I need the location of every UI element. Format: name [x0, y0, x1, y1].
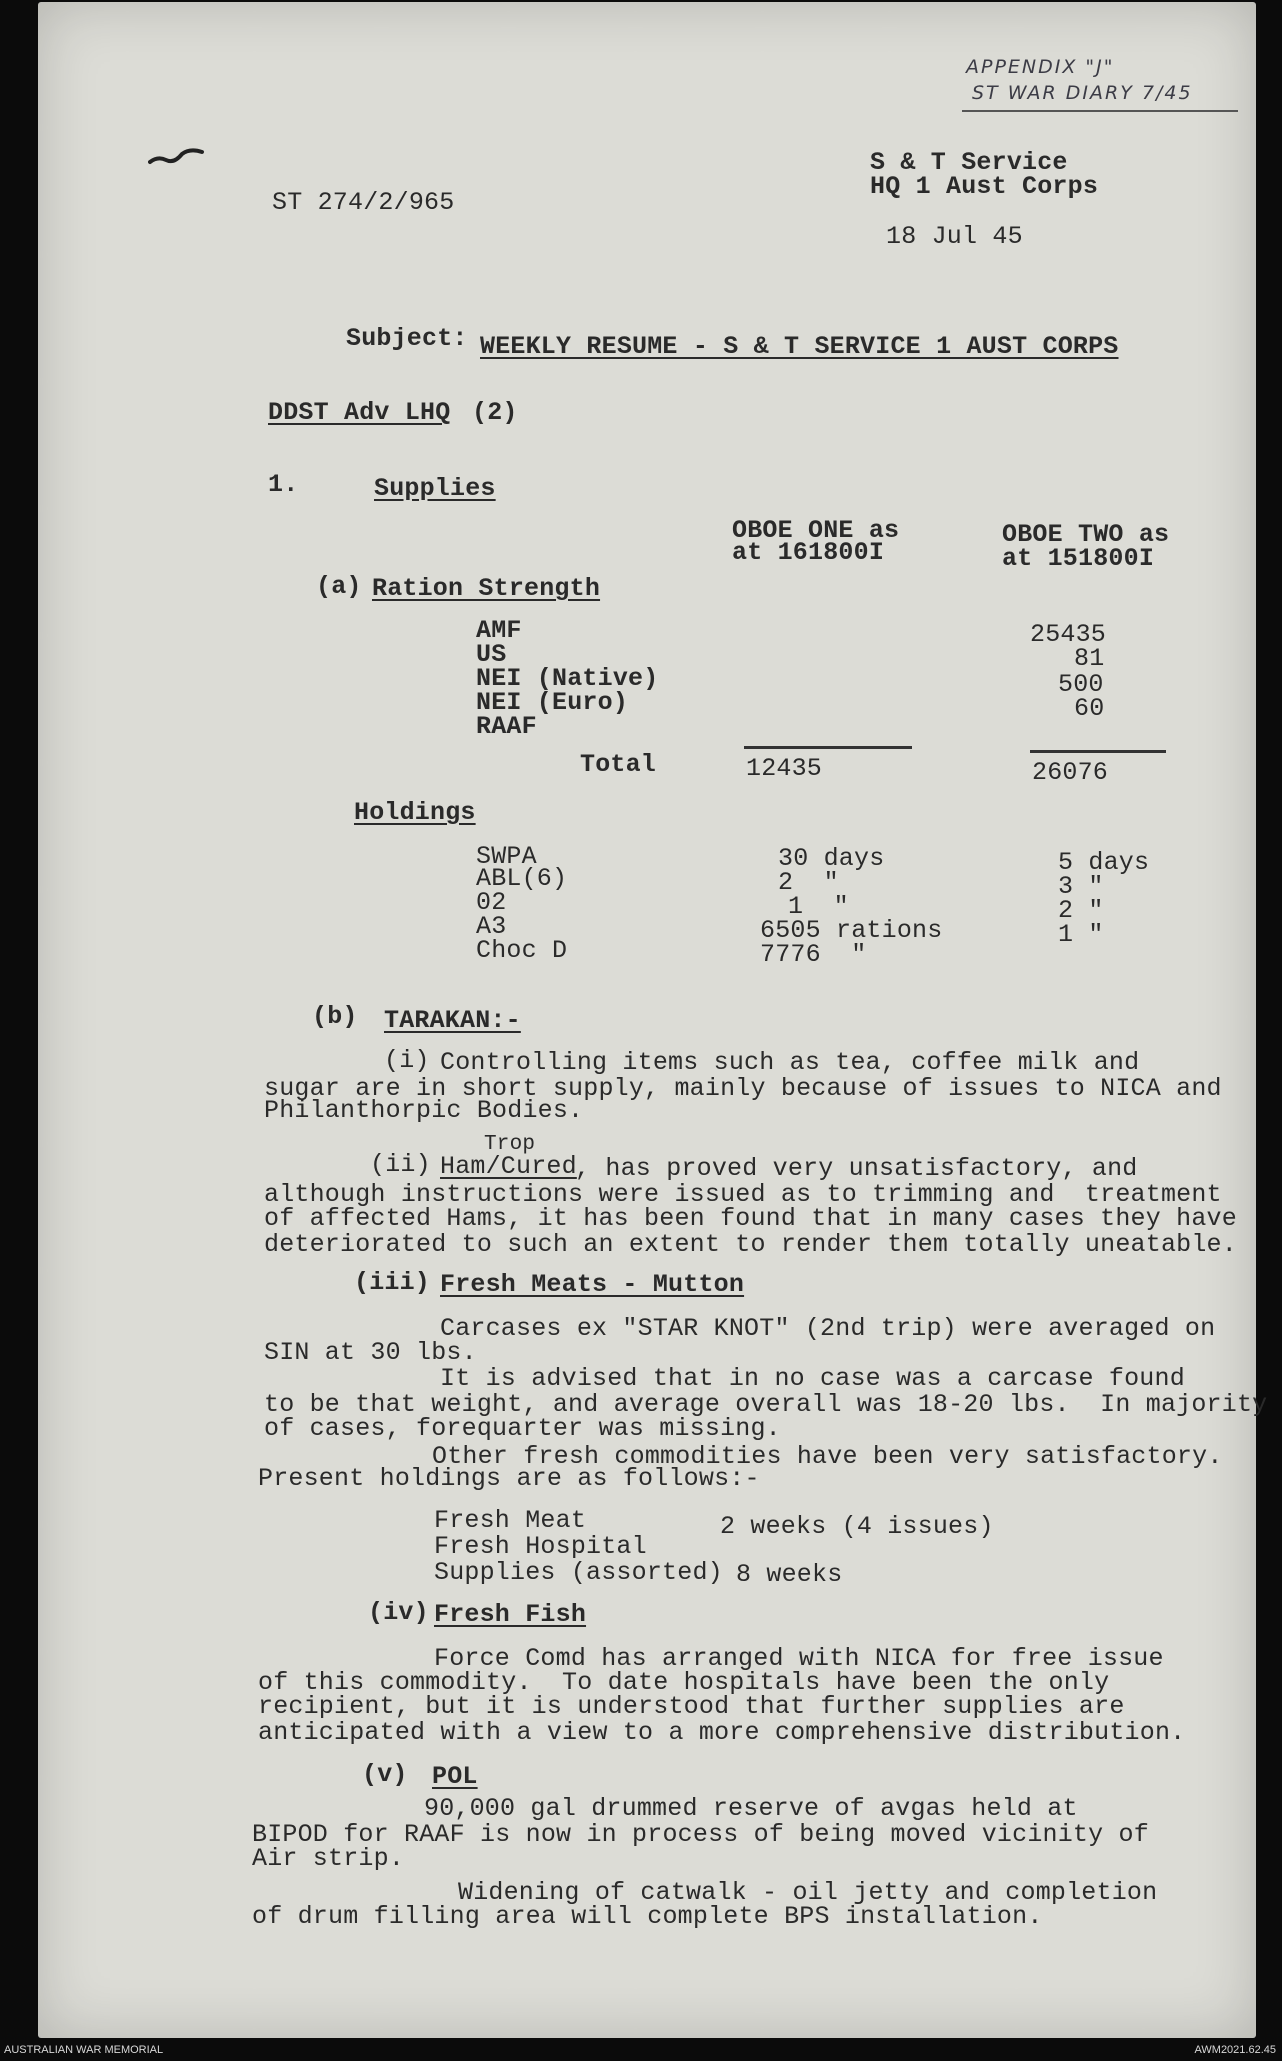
item-ii-insert: Trop: [484, 1133, 536, 1156]
holdings-row-col2: 3 ": [1058, 872, 1104, 901]
total-rule-col1: [744, 746, 912, 749]
item-i-line: Philanthorpic Bodies.: [264, 1096, 584, 1125]
footer-institution: AUSTRALIAN WAR MEMORIAL: [4, 2044, 164, 2056]
item-v-number: (v): [362, 1760, 408, 1789]
item-i-number: (i): [384, 1046, 430, 1075]
holding-fresh-meat-value: 2 weeks (4 issues): [720, 1512, 994, 1541]
ration-row-name: US: [476, 640, 507, 669]
holdings-row-col1: 2 ": [778, 868, 839, 897]
ration-row-name: RAAF: [476, 712, 537, 741]
ration-row-value: 81: [1074, 644, 1105, 673]
item-iii-title: Fresh Meats - Mutton: [440, 1270, 745, 1299]
ration-row-name: AMF: [476, 616, 522, 645]
annotation-underline: [962, 110, 1238, 112]
item-v-line: BIPOD for RAAF is now in process of being moved vicinity of: [252, 1820, 1149, 1849]
ration-row-value: 500: [1058, 670, 1104, 699]
item-iv-line: Force Comd has arranged with NICA for free issue: [434, 1644, 1164, 1673]
item-iii-number: (iii): [354, 1268, 431, 1297]
col1-header-line1: OBOE ONE as: [732, 516, 900, 545]
holding-supplies-value: 8 weeks: [736, 1560, 843, 1589]
item-v-title: POL: [432, 1762, 478, 1791]
holding-fresh-hospital-name: Fresh Hospital: [434, 1532, 647, 1561]
subject-text: WEEKLY RESUME - S & T SERVICE 1 AUST CORPS: [480, 332, 1119, 361]
holdings-title: Holdings: [354, 798, 476, 827]
item-iv-line: anticipated with a view to a more comprehensive distribution.: [258, 1718, 1186, 1747]
total-col1: 12435: [746, 754, 823, 783]
item-iii-line: to be that weight, and average overall was 18-20 lbs. In majority: [264, 1390, 1268, 1419]
addressee-name: DDST Adv LHQ: [268, 398, 451, 427]
tarakan-title: TARAKAN:-: [384, 1006, 521, 1035]
holdings-row-name: A3: [476, 912, 507, 941]
item-iii-line: Other fresh commodities have been very satisfactory.: [432, 1442, 1223, 1471]
item-v-line: of drum filling area will complete BPS installation.: [252, 1902, 1043, 1931]
holdings-row-col1: 30 days: [778, 844, 885, 873]
col2-header-line1: OBOE TWO as: [1002, 520, 1170, 549]
section-number: 1.: [268, 470, 299, 499]
item-iv-line: recipient, but it is understood that further supplies are: [258, 1692, 1125, 1721]
document-date: 18 Jul 45: [886, 222, 1023, 251]
footer-accession-number: AWM2021.62.45: [1194, 2044, 1276, 2056]
handwritten-war-diary-note: ST WAR DIARY 7/45: [972, 82, 1193, 104]
item-iii-line: of cases, forequarter was missing.: [264, 1414, 781, 1443]
holdings-row-col1: 6505 rations: [760, 916, 943, 945]
holdings-row-col2: 5 days: [1058, 848, 1150, 877]
holdings-row-name: Choc D: [476, 936, 568, 965]
item-iii-line: Carcases ex "STAR KNOT" (2nd trip) were averaged on: [440, 1314, 1216, 1343]
section-title: Supplies: [374, 474, 496, 503]
item-i-line: Controlling items such as tea, coffee milk and: [440, 1048, 1140, 1077]
col1-header-line2: at 161800I: [732, 538, 885, 567]
org-line-2: HQ 1 Aust Corps: [870, 172, 1099, 201]
item-iii-line: It is advised that in no case was a carcase found: [440, 1364, 1185, 1393]
item-iv-title: Fresh Fish: [434, 1600, 587, 1629]
addressee-copies: (2): [472, 398, 518, 427]
col2-header-line2: at 151800I: [1002, 544, 1155, 573]
holdings-row-col1: 1 ": [788, 892, 849, 921]
ration-label: (a): [316, 572, 362, 601]
item-iii-line: Present holdings are as follows:-: [258, 1464, 760, 1493]
holdings-row-name: SWPA: [476, 842, 537, 871]
ration-row-value: 25435: [1030, 620, 1107, 649]
total-label: Total: [580, 750, 657, 779]
item-ii-line: of affected Hams, it has been found that in many cases they have: [264, 1204, 1237, 1233]
holding-supplies-name: Supplies (assorted): [434, 1558, 723, 1587]
ration-row-name: NEI (Euro): [476, 688, 629, 717]
org-line-1: S & T Service: [870, 148, 1068, 177]
item-v-line: Widening of catwalk - oil jetty and completion: [458, 1878, 1158, 1907]
item-ii-line: , has proved very unsatisfactory, and: [575, 1154, 1138, 1183]
item-ii-line: deteriorated to such an extent to render them totally uneatable.: [264, 1230, 1237, 1259]
subject-label: Subject:: [346, 324, 468, 353]
item-iv-line: of this commodity. To date hospitals have been the only: [258, 1668, 1110, 1697]
holdings-row-col2: 1 ": [1058, 920, 1104, 949]
total-rule-col2: [1030, 750, 1166, 753]
item-v-line: 90,000 gal drummed reserve of avgas held at: [424, 1794, 1078, 1823]
ration-title: Ration Strength: [372, 574, 601, 603]
holdings-row-name: 02: [476, 888, 507, 917]
holdings-row-name: ABL(6): [476, 864, 568, 893]
ration-row-value: 60: [1074, 694, 1105, 723]
holding-fresh-meat-name: Fresh Meat: [434, 1506, 587, 1535]
item-v-line: Air strip.: [252, 1844, 405, 1873]
item-ii-number: (ii): [370, 1150, 431, 1179]
item-iv-number: (iv): [368, 1598, 429, 1627]
item-iii-line: SIN at 30 lbs.: [264, 1338, 477, 1367]
ration-row-name: NEI (Native): [476, 664, 659, 693]
holdings-row-col2: 2 ": [1058, 896, 1104, 925]
tarakan-label: (b): [312, 1002, 358, 1031]
handwritten-appendix-note: APPENDIX "J": [966, 56, 1115, 78]
item-ii-term: Ham/Cured: [440, 1152, 577, 1181]
total-col2: 26076: [1032, 758, 1109, 787]
item-ii-line: although instructions were issued as to trimming and treatment: [264, 1180, 1222, 1209]
ink-mark-icon: [148, 146, 206, 168]
item-i-line: sugar are in short supply, mainly because of issues to NICA and: [264, 1074, 1222, 1103]
reference-number: ST 274/2/965: [272, 188, 455, 217]
holdings-row-col1: 7776 ": [760, 940, 867, 969]
